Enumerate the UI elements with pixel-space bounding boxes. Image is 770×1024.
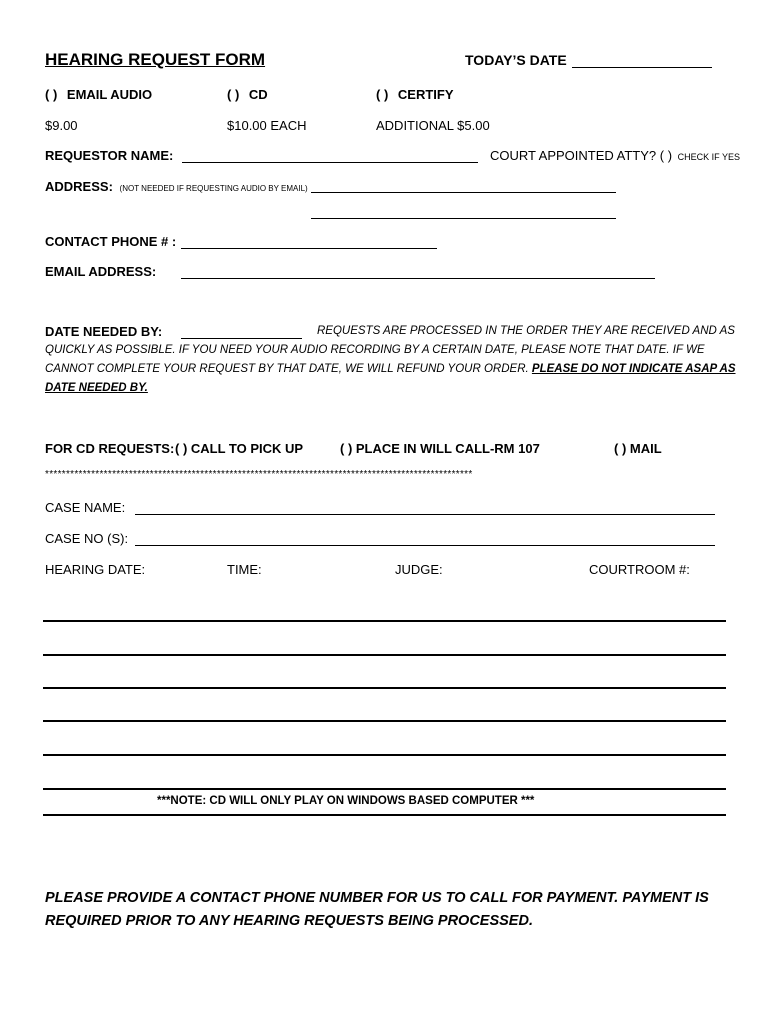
hearing-entry-line[interactable] [43,620,726,622]
contact-phone-field[interactable] [181,248,437,249]
payment-notice-line-2: REQUIRED PRIOR TO ANY HEARING REQUESTS BEING PROCESSED. [45,913,533,929]
hearing-date-label: HEARING DATE: [45,562,146,577]
cd-price: $10.00 EACH [227,118,307,133]
payment-notice-line-1: PLEASE PROVIDE A CONTACT PHONE NUMBER FOR US TO CALL FOR PAYMENT. PAYMENT IS [45,890,709,906]
cd-label: CD [248,87,268,102]
date-needed-label: DATE NEEDED BY: [45,324,163,339]
date-needed-field[interactable] [181,338,302,339]
hearing-entry-line[interactable] [43,687,726,689]
cd-will-call-option[interactable]: ( ) PLACE IN WILL CALL-RM 107 [340,441,540,456]
address-note: (NOT NEEDED IF REQUESTING AUDIO BY EMAIL) [119,184,308,193]
cd-requests-label: FOR CD REQUESTS: [45,441,175,456]
courtroom-label: COURTROOM #: [589,562,690,577]
check-if-yes-text: CHECK IF YES [677,152,741,162]
address-field-line-2[interactable] [311,218,616,219]
email-audio-price: $9.00 [45,118,78,133]
email-audio-option[interactable] [45,87,152,102]
address-field-line-1[interactable] [311,192,616,193]
case-name-field[interactable] [135,514,715,515]
certify-checkbox[interactable]: ( ) [376,87,389,102]
cd-windows-note: ***NOTE: CD WILL ONLY PLAY ON WINDOWS BASED COMPUTER *** [157,795,535,807]
date-needed-note-asap: PLEASE DO NOT INDICATE ASAP AS [531,363,736,375]
judge-label: JUDGE: [395,562,443,577]
note-bottom-rule [43,814,726,816]
email-audio-label: EMAIL AUDIO [66,87,153,102]
case-name-label: CASE NAME: [45,500,126,515]
requestor-name-field[interactable] [182,162,478,163]
certify-price: ADDITIONAL $5.00 [376,118,490,133]
certify-option[interactable] [376,87,454,102]
cd-checkbox[interactable]: ( ) [227,87,240,102]
date-needed-note-line-2: QUICKLY AS POSSIBLE. IF YOU NEED YOUR AUDIO RECORDING BY A CERTAIN DATE, PLEASE NOTE THAT DATE. IF WE [45,344,705,356]
email-audio-checkbox[interactable]: ( ) [45,87,58,102]
date-needed-note-refund: CANNOT COMPLETE YOUR REQUEST BY THAT DATE, WE WILL REFUND YOUR ORDER. [45,363,529,375]
time-label: TIME: [227,562,262,577]
certify-label: CERTIFY [397,87,454,102]
email-address-label: EMAIL ADDRESS: [45,264,157,279]
todays-date-label: TODAY’S DATE [465,52,567,68]
hearing-entry-line[interactable] [43,754,726,756]
todays-date-field[interactable] [572,67,712,68]
court-appointed-text: COURT APPOINTED ATTY? ( ) [490,148,673,163]
asterisk-separator: ****************************************************************************************************** [45,469,473,480]
cd-pickup-option[interactable]: ( ) CALL TO PICK UP [175,441,304,456]
cd-option[interactable] [227,87,268,102]
date-needed-note-line-1: REQUESTS ARE PROCESSED IN THE ORDER THEY ARE RECEIVED AND AS [317,325,735,337]
contact-phone-label: CONTACT PHONE # : [45,234,177,249]
email-address-field[interactable] [181,278,655,279]
address-label-group [45,179,308,194]
hearing-entry-line[interactable] [43,788,726,790]
date-needed-note-line-3 [45,363,736,375]
case-no-label: CASE NO (S): [45,531,129,546]
court-appointed-label[interactable] [490,148,740,163]
address-label: ADDRESS: [45,179,113,194]
case-no-field[interactable] [135,545,715,546]
hearing-entry-line[interactable] [43,720,726,722]
form-title: HEARING REQUEST FORM [45,50,266,69]
date-needed-note-line-4: DATE NEEDED BY. [45,382,148,394]
hearing-entry-line[interactable] [43,654,726,656]
requestor-name-label: REQUESTOR NAME: [45,148,174,163]
cd-mail-option[interactable]: ( ) MAIL [614,441,662,456]
